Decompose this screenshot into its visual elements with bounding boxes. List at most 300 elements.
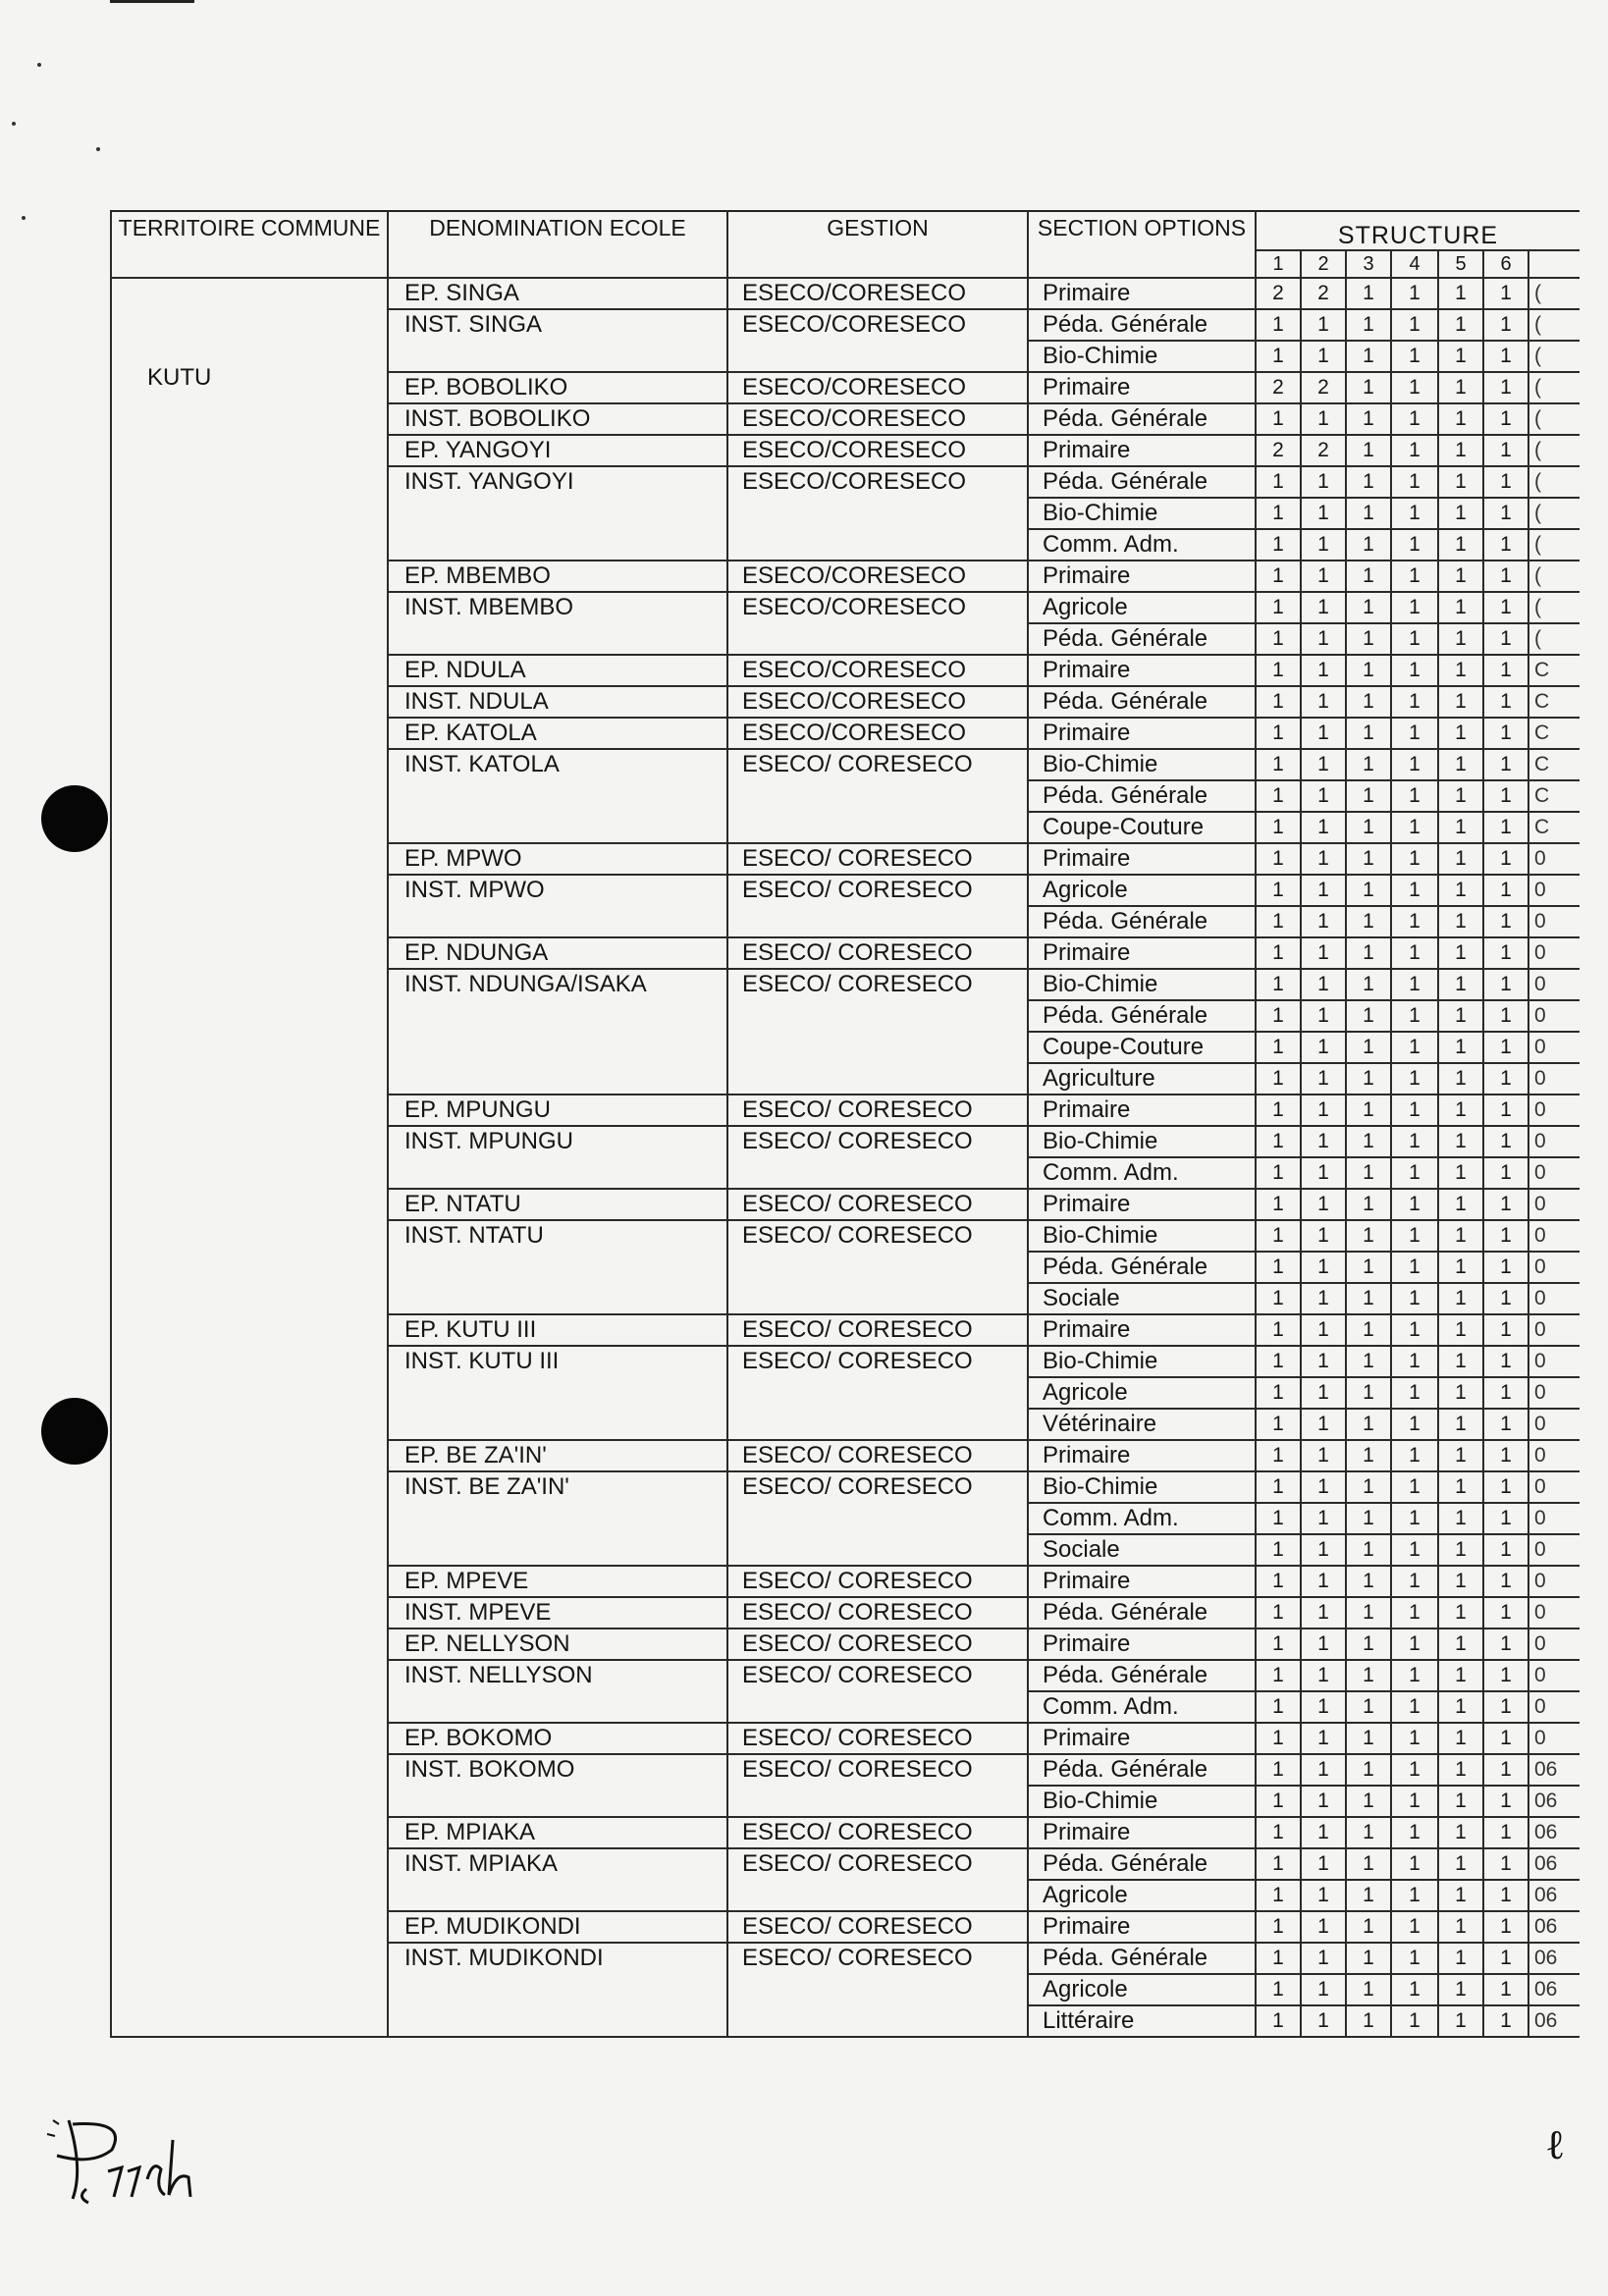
structure-cell: 1 <box>1301 1660 1346 1691</box>
structure-cell: 1 <box>1346 1440 1391 1471</box>
structure-cell: 06 <box>1528 1974 1580 2005</box>
header-section: SECTION OPTIONS <box>1028 211 1256 278</box>
school-name: INST. MPIAKA <box>388 1848 727 1911</box>
structure-cell: 1 <box>1438 1409 1483 1440</box>
structure-cell: 1 <box>1256 466 1301 498</box>
structure-cell: 1 <box>1346 1095 1391 1126</box>
section-option: Primaire <box>1028 1817 1256 1848</box>
structure-cell: 1 <box>1346 1691 1391 1723</box>
scan-speck <box>37 63 41 67</box>
structure-cell: 1 <box>1301 1032 1346 1063</box>
structure-cell: 0 <box>1528 969 1580 1000</box>
structure-cell: 1 <box>1301 309 1346 341</box>
structure-cell: 1 <box>1256 1095 1301 1126</box>
school-name: INST. BE ZA'IN' <box>388 1471 727 1566</box>
structure-cell: 1 <box>1256 1126 1301 1157</box>
structure-cell: 1 <box>1438 403 1483 435</box>
structure-cell: 1 <box>1346 937 1391 969</box>
structure-cell: 1 <box>1391 937 1438 969</box>
school-name: EP. BOKOMO <box>388 1723 727 1754</box>
structure-cell: 1 <box>1301 1943 1346 1974</box>
section-option: Agricole <box>1028 875 1256 906</box>
structure-cell: 1 <box>1438 561 1483 592</box>
section-option: Primaire <box>1028 435 1256 466</box>
structure-cell: C <box>1528 686 1580 718</box>
structure-cell: 1 <box>1391 718 1438 749</box>
structure-cell: 1 <box>1256 780 1301 812</box>
structure-cell: 1 <box>1483 341 1528 372</box>
school-name: INST. NTATU <box>388 1220 727 1314</box>
school-name: INST. YANGOYI <box>388 466 727 561</box>
structure-cell: 1 <box>1301 1534 1346 1566</box>
structure-cell: 1 <box>1391 435 1438 466</box>
structure-cell: 1 <box>1438 1597 1483 1629</box>
structure-cell: 1 <box>1483 937 1528 969</box>
school-gestion: ESECO/CORESECO <box>727 655 1028 686</box>
structure-cell: 1 <box>1391 1911 1438 1943</box>
structure-cell: 0 <box>1528 1409 1580 1440</box>
structure-cell: 1 <box>1391 1346 1438 1377</box>
structure-cell: 1 <box>1438 466 1483 498</box>
structure-cell: 1 <box>1438 623 1483 655</box>
structure-cell: 1 <box>1483 1911 1528 1943</box>
section-option: Primaire <box>1028 1095 1256 1126</box>
structure-cell: 1 <box>1256 686 1301 718</box>
structure-cell: 1 <box>1301 1786 1346 1817</box>
structure-cell: 1 <box>1483 749 1528 780</box>
structure-cell: 1 <box>1256 561 1301 592</box>
structure-cell: 1 <box>1346 1754 1391 1786</box>
structure-cell: 1 <box>1346 1786 1391 1817</box>
structure-cell: 1 <box>1438 1157 1483 1189</box>
structure-cell: 1 <box>1256 1314 1301 1346</box>
structure-cell: 1 <box>1483 561 1528 592</box>
structure-cell: 1 <box>1483 278 1528 309</box>
structure-cell: 1 <box>1391 561 1438 592</box>
structure-cell: 1 <box>1438 937 1483 969</box>
structure-cell: 1 <box>1438 309 1483 341</box>
structure-cell: 1 <box>1346 372 1391 403</box>
structure-cell: 1 <box>1301 1754 1346 1786</box>
school-name: INST. BOBOLIKO <box>388 403 727 435</box>
structure-cell: 1 <box>1438 812 1483 843</box>
structure-cell: 1 <box>1346 1503 1391 1534</box>
structure-cell: 1 <box>1483 1534 1528 1566</box>
structure-cell: 1 <box>1483 1252 1528 1283</box>
school-name: EP. SINGA <box>388 278 727 309</box>
section-option: Agricole <box>1028 1377 1256 1409</box>
structure-cell: ( <box>1528 435 1580 466</box>
structure-cell: 1 <box>1438 906 1483 937</box>
section-option: Péda. Générale <box>1028 1252 1256 1283</box>
structure-cell: 1 <box>1391 1660 1438 1691</box>
structure-cell: 1 <box>1391 403 1438 435</box>
structure-cell: 0 <box>1528 1597 1580 1629</box>
structure-cell: 1 <box>1391 1032 1438 1063</box>
structure-cell: 1 <box>1256 1629 1301 1660</box>
structure-cell: 1 <box>1256 1377 1301 1409</box>
table-header <box>111 211 1580 278</box>
header-gestion: GESTION <box>727 211 1028 278</box>
structure-cell: 1 <box>1483 1409 1528 1440</box>
structure-cell: 1 <box>1438 1126 1483 1157</box>
structure-cell: 1 <box>1301 812 1346 843</box>
structure-cell: 1 <box>1346 1314 1391 1346</box>
structure-cell: 1 <box>1256 403 1301 435</box>
structure-cell: 1 <box>1391 1440 1438 1471</box>
section-option: Bio-Chimie <box>1028 1126 1256 1157</box>
structure-cell: 1 <box>1256 1503 1301 1534</box>
school-name: EP. NDULA <box>388 655 727 686</box>
structure-cell: 06 <box>1528 2005 1580 2037</box>
section-option: Bio-Chimie <box>1028 969 1256 1000</box>
structure-cell: 1 <box>1483 1346 1528 1377</box>
structure-cell: 1 <box>1438 1283 1483 1314</box>
structure-cell: 1 <box>1438 969 1483 1000</box>
structure-cell: 1 <box>1346 309 1391 341</box>
structure-number: 3 <box>1346 250 1391 278</box>
structure-cell: 1 <box>1346 655 1391 686</box>
structure-cell: ( <box>1528 498 1580 529</box>
structure-cell: 1 <box>1438 1471 1483 1503</box>
school-gestion: ESECO/ CORESECO <box>727 1754 1028 1817</box>
school-gestion: ESECO/CORESECO <box>727 435 1028 466</box>
section-option: Bio-Chimie <box>1028 1786 1256 1817</box>
header-denomination: DENOMINATION ECOLE <box>388 211 727 278</box>
structure-cell: 1 <box>1483 906 1528 937</box>
structure-cell: 0 <box>1528 1095 1580 1126</box>
structure-cell: 1 <box>1438 435 1483 466</box>
structure-cell: 1 <box>1301 2005 1346 2037</box>
structure-cell: 1 <box>1301 1974 1346 2005</box>
table-row <box>111 278 1580 309</box>
structure-cell: 1 <box>1391 1566 1438 1597</box>
structure-cell: 1 <box>1256 529 1301 561</box>
structure-cell: 1 <box>1391 875 1438 906</box>
structure-cell: 1 <box>1256 1189 1301 1220</box>
structure-cell: 2 <box>1301 435 1346 466</box>
school-name: EP. NTATU <box>388 1189 727 1220</box>
structure-cell: 1 <box>1256 1974 1301 2005</box>
section-option: Sociale <box>1028 1283 1256 1314</box>
structure-cell: 1 <box>1391 780 1438 812</box>
section-option: Bio-Chimie <box>1028 1220 1256 1252</box>
structure-cell: 1 <box>1346 1063 1391 1095</box>
section-option: Primaire <box>1028 655 1256 686</box>
school-name: EP. MPEVE <box>388 1566 727 1597</box>
structure-cell: 1 <box>1483 1032 1528 1063</box>
structure-cell: 1 <box>1438 1534 1483 1566</box>
structure-cell: 1 <box>1256 498 1301 529</box>
structure-cell: 1 <box>1346 592 1391 623</box>
school-gestion: ESECO/ CORESECO <box>727 1566 1028 1597</box>
structure-cell: 1 <box>1346 1660 1391 1691</box>
scan-speck <box>96 147 100 151</box>
structure-cell: 1 <box>1346 1974 1391 2005</box>
structure-number: 1 <box>1256 250 1301 278</box>
structure-cell: 1 <box>1346 969 1391 1000</box>
structure-cell: 1 <box>1346 498 1391 529</box>
structure-cell: 1 <box>1256 1691 1301 1723</box>
structure-cell: ( <box>1528 278 1580 309</box>
structure-cell: 0 <box>1528 1157 1580 1189</box>
structure-cell: 0 <box>1528 1723 1580 1754</box>
structure-cell: 1 <box>1438 1974 1483 2005</box>
structure-cell: 1 <box>1438 749 1483 780</box>
structure-cell: 1 <box>1391 309 1438 341</box>
structure-cell: 1 <box>1301 1723 1346 1754</box>
section-option: Coupe-Couture <box>1028 812 1256 843</box>
structure-cell: 1 <box>1438 1314 1483 1346</box>
structure-cell: 1 <box>1438 1346 1483 1377</box>
section-option: Péda. Générale <box>1028 309 1256 341</box>
section-option: Bio-Chimie <box>1028 1346 1256 1377</box>
structure-cell: 1 <box>1438 1566 1483 1597</box>
structure-cell: 0 <box>1528 1032 1580 1063</box>
structure-cell: 1 <box>1301 1063 1346 1095</box>
structure-cell: 1 <box>1346 1848 1391 1880</box>
structure-cell: 1 <box>1391 1000 1438 1032</box>
structure-cell: 1 <box>1483 2005 1528 2037</box>
structure-cell: 1 <box>1346 843 1391 875</box>
structure-cell: 1 <box>1256 1566 1301 1597</box>
section-option: Péda. Générale <box>1028 906 1256 937</box>
structure-cell: 1 <box>1438 1880 1483 1911</box>
structure-cell: 1 <box>1346 1943 1391 1974</box>
structure-cell: 1 <box>1391 1409 1438 1440</box>
structure-cell: 1 <box>1438 592 1483 623</box>
structure-cell: 1 <box>1438 686 1483 718</box>
structure-cell: 1 <box>1438 1754 1483 1786</box>
structure-cell: 1 <box>1483 1220 1528 1252</box>
structure-cell: 1 <box>1346 1189 1391 1220</box>
structure-cell: 1 <box>1391 1314 1438 1346</box>
section-option: Primaire <box>1028 1723 1256 1754</box>
structure-cell: 1 <box>1438 655 1483 686</box>
structure-cell: 1 <box>1438 1848 1483 1880</box>
structure-cell: 1 <box>1483 1503 1528 1534</box>
structure-cell: 1 <box>1346 1534 1391 1566</box>
school-name: EP. MPUNGU <box>388 1095 727 1126</box>
structure-cell: 1 <box>1438 1786 1483 1817</box>
structure-cell: 1 <box>1301 655 1346 686</box>
structure-cell: C <box>1528 655 1580 686</box>
structure-cell: 1 <box>1438 1252 1483 1283</box>
structure-cell: 2 <box>1301 372 1346 403</box>
structure-cell: 06 <box>1528 1943 1580 1974</box>
structure-cell: 1 <box>1483 1786 1528 1817</box>
structure-cell: 1 <box>1391 1629 1438 1660</box>
structure-cell: 0 <box>1528 1660 1580 1691</box>
structure-cell: 1 <box>1438 1691 1483 1723</box>
structure-cell: 1 <box>1483 529 1528 561</box>
structure-cell: 1 <box>1301 686 1346 718</box>
section-option: Agricole <box>1028 1974 1256 2005</box>
school-name: INST. NDUNGA/ISAKA <box>388 969 727 1095</box>
structure-cell: 1 <box>1346 1911 1391 1943</box>
structure-cell: 1 <box>1438 718 1483 749</box>
structure-cell: 1 <box>1483 1754 1528 1786</box>
school-name: EP. NDUNGA <box>388 937 727 969</box>
structure-cell: 1 <box>1301 1691 1346 1723</box>
structure-cell: 06 <box>1528 1911 1580 1943</box>
school-gestion: ESECO/CORESECO <box>727 403 1028 435</box>
section-option: Primaire <box>1028 1566 1256 1597</box>
section-option: Primaire <box>1028 937 1256 969</box>
structure-cell: 1 <box>1346 1377 1391 1409</box>
structure-cell: 1 <box>1346 1252 1391 1283</box>
section-option: Péda. Générale <box>1028 1943 1256 1974</box>
school-name: EP. MUDIKONDI <box>388 1911 727 1943</box>
scan-top-rule <box>110 0 194 3</box>
structure-cell: 1 <box>1301 1377 1346 1409</box>
structure-cell: 1 <box>1301 1157 1346 1189</box>
structure-cell: 1 <box>1391 1283 1438 1314</box>
structure-cell: 0 <box>1528 937 1580 969</box>
school-gestion: ESECO/CORESECO <box>727 309 1028 372</box>
structure-cell: 1 <box>1256 1440 1301 1471</box>
structure-cell: 1 <box>1346 1346 1391 1377</box>
section-option: Bio-Chimie <box>1028 341 1256 372</box>
structure-cell: 1 <box>1391 1817 1438 1848</box>
structure-cell: 1 <box>1391 1189 1438 1220</box>
structure-cell: 1 <box>1483 623 1528 655</box>
structure-cell: 1 <box>1483 592 1528 623</box>
structure-cell: 1 <box>1391 1126 1438 1157</box>
structure-cell: 1 <box>1391 623 1438 655</box>
section-option: Primaire <box>1028 1189 1256 1220</box>
school-gestion: ESECO/CORESECO <box>727 686 1028 718</box>
structure-cell: 1 <box>1483 1377 1528 1409</box>
handwritten-signature <box>29 2101 226 2209</box>
structure-cell: 1 <box>1438 1000 1483 1032</box>
structure-cell: 1 <box>1301 1817 1346 1848</box>
structure-cell: 1 <box>1301 341 1346 372</box>
structure-cell: 1 <box>1346 1566 1391 1597</box>
structure-cell: 2 <box>1256 278 1301 309</box>
school-gestion: ESECO/CORESECO <box>727 278 1028 309</box>
structure-cell: 1 <box>1391 969 1438 1000</box>
structure-cell: 1 <box>1346 812 1391 843</box>
structure-number: 5 <box>1438 250 1483 278</box>
structure-cell: 1 <box>1301 906 1346 937</box>
structure-cell: 1 <box>1391 278 1438 309</box>
structure-cell: 1 <box>1256 937 1301 969</box>
structure-cell: 1 <box>1483 780 1528 812</box>
structure-cell: 1 <box>1391 1471 1438 1503</box>
structure-cell: 1 <box>1438 1220 1483 1252</box>
structure-cell: 1 <box>1483 1000 1528 1032</box>
school-name: EP. MPWO <box>388 843 727 875</box>
structure-cell: 1 <box>1483 309 1528 341</box>
structure-cell: 0 <box>1528 1440 1580 1471</box>
structure-cell: 1 <box>1301 1126 1346 1157</box>
section-option: Sociale <box>1028 1534 1256 1566</box>
structure-cell: 1 <box>1301 1440 1346 1471</box>
school-name: INST. MUDIKONDI <box>388 1943 727 2037</box>
section-option: Péda. Générale <box>1028 686 1256 718</box>
structure-cell: 1 <box>1391 906 1438 937</box>
structure-cell: 1 <box>1256 1660 1301 1691</box>
structure-cell: 1 <box>1346 341 1391 372</box>
school-gestion: ESECO/CORESECO <box>727 466 1028 561</box>
structure-cell: 1 <box>1483 498 1528 529</box>
structure-cell: 1 <box>1483 1723 1528 1754</box>
section-option: Bio-Chimie <box>1028 749 1256 780</box>
section-option: Agriculture <box>1028 1063 1256 1095</box>
structure-cell: 1 <box>1483 1817 1528 1848</box>
structure-cell: 1 <box>1483 1095 1528 1126</box>
section-option: Agricole <box>1028 1880 1256 1911</box>
structure-cell: 0 <box>1528 1283 1580 1314</box>
structure-cell: 1 <box>1256 1471 1301 1503</box>
header-territoire: TERRITOIRE COMMUNE <box>111 211 388 278</box>
structure-cell: 1 <box>1256 843 1301 875</box>
structure-cell: 0 <box>1528 1629 1580 1660</box>
school-gestion: ESECO/ CORESECO <box>727 1095 1028 1126</box>
school-gestion: ESECO/ CORESECO <box>727 1440 1028 1471</box>
structure-cell: 1 <box>1483 1848 1528 1880</box>
structure-cell: 1 <box>1301 498 1346 529</box>
section-option: Primaire <box>1028 561 1256 592</box>
structure-cell: 1 <box>1391 1220 1438 1252</box>
structure-cell: 1 <box>1391 1063 1438 1095</box>
structure-cell: 1 <box>1391 1754 1438 1786</box>
section-option: Comm. Adm. <box>1028 529 1256 561</box>
school-gestion: ESECO/ CORESECO <box>727 875 1028 937</box>
structure-cell: 1 <box>1483 403 1528 435</box>
structure-cell: 1 <box>1483 1126 1528 1157</box>
school-gestion: ESECO/ CORESECO <box>727 1723 1028 1754</box>
structure-cell: 1 <box>1391 341 1438 372</box>
structure-cell: 0 <box>1528 1189 1580 1220</box>
section-option: Comm. Adm. <box>1028 1691 1256 1723</box>
structure-cell: 1 <box>1346 1880 1391 1911</box>
structure-cell: 2 <box>1256 435 1301 466</box>
section-option: Littéraire <box>1028 2005 1256 2037</box>
structure-cell: 1 <box>1438 278 1483 309</box>
structure-cell: 1 <box>1483 1471 1528 1503</box>
structure-cell: 1 <box>1256 1754 1301 1786</box>
school-gestion: ESECO/ CORESECO <box>727 1126 1028 1189</box>
structure-cell: 06 <box>1528 1817 1580 1848</box>
structure-cell: 1 <box>1438 1440 1483 1471</box>
structure-cell: 1 <box>1438 1503 1483 1534</box>
section-option: Comm. Adm. <box>1028 1503 1256 1534</box>
structure-cell: 1 <box>1346 1126 1391 1157</box>
school-gestion: ESECO/ CORESECO <box>727 749 1028 843</box>
structure-cell: 1 <box>1301 718 1346 749</box>
structure-cell: 1 <box>1391 1880 1438 1911</box>
structure-cell: 06 <box>1528 1754 1580 1786</box>
structure-cell: 1 <box>1483 655 1528 686</box>
structure-cell: 1 <box>1483 1440 1528 1471</box>
school-name: EP. MPIAKA <box>388 1817 727 1848</box>
structure-cell: 0 <box>1528 1220 1580 1252</box>
structure-cell: 1 <box>1301 561 1346 592</box>
school-name: EP. BE ZA'IN' <box>388 1440 727 1471</box>
structure-cell: 1 <box>1483 1974 1528 2005</box>
section-option: Péda. Générale <box>1028 403 1256 435</box>
structure-cell: 1 <box>1391 1786 1438 1817</box>
school-name: EP. KATOLA <box>388 718 727 749</box>
structure-cell: 2 <box>1301 278 1346 309</box>
structure-cell: 1 <box>1346 1000 1391 1032</box>
structure-cell: 0 <box>1528 1314 1580 1346</box>
structure-cell: 1 <box>1438 1660 1483 1691</box>
structure-cell: 1 <box>1301 780 1346 812</box>
structure-cell: 1 <box>1346 278 1391 309</box>
